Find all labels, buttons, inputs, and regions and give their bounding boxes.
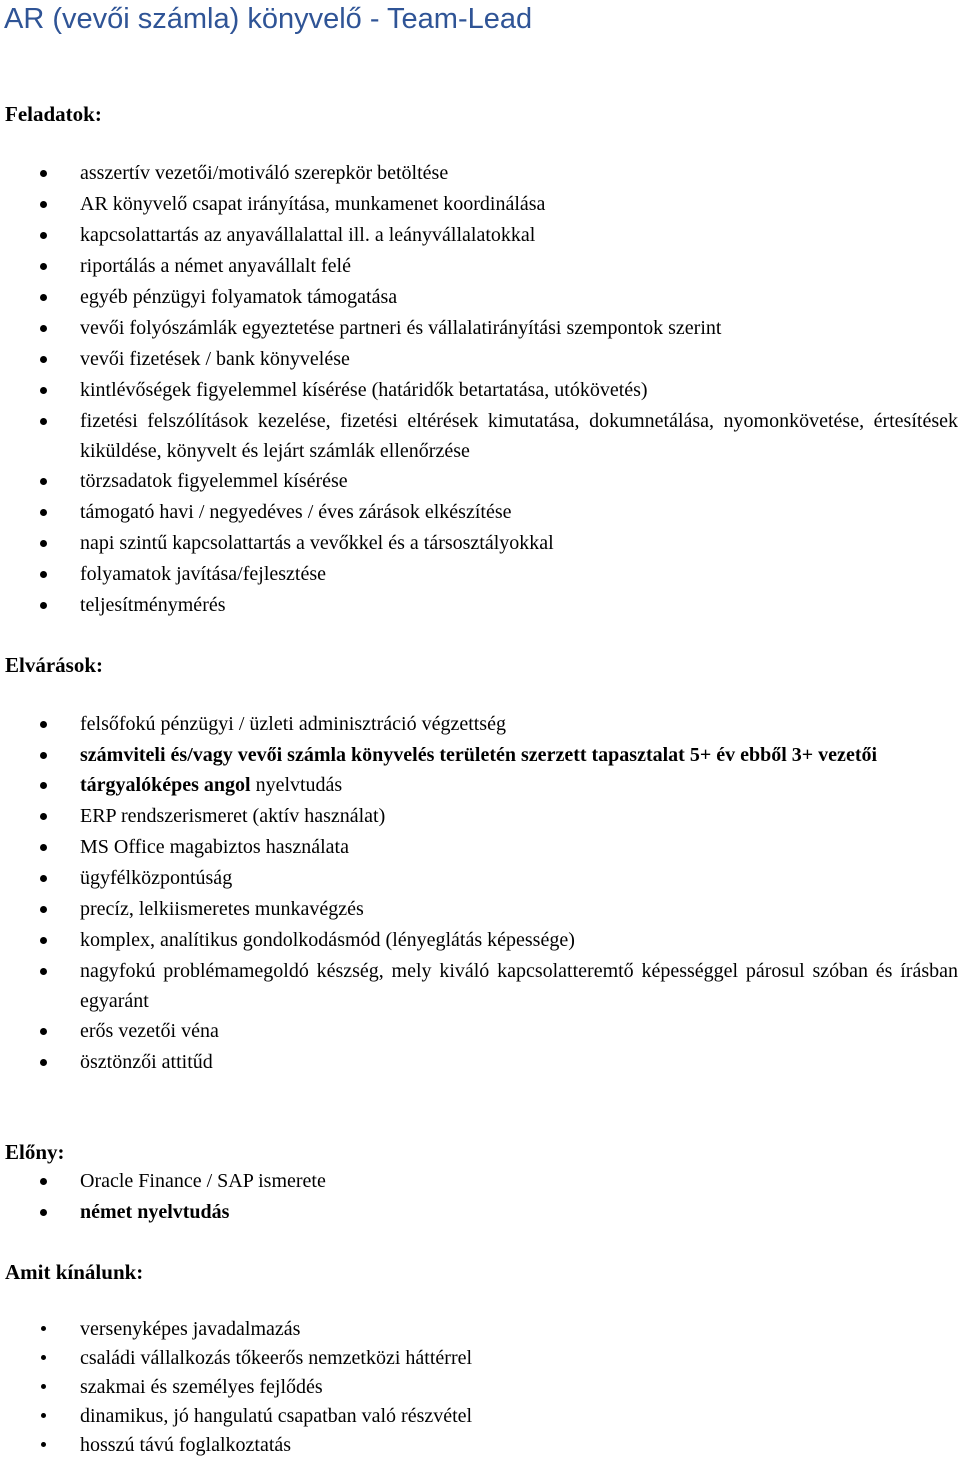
bullet-icon [40, 602, 47, 609]
list-item: AR könyvelő csapat irányítása, munkamenet koordinálása [0, 189, 960, 220]
bullet-icon [41, 1355, 46, 1360]
feladatok-list [0, 158, 960, 621]
bullet-icon [40, 752, 47, 759]
list-item: nagyfokú problémamegoldó készség, mely kiváló kapcsolatteremtő képességgel párosul szóban és írásban egyaránt [0, 956, 960, 1016]
bullet-icon [41, 1413, 46, 1418]
bullet-icon [40, 937, 47, 944]
bullet-icon [41, 1384, 46, 1389]
list-item: kintlévőségek figyelemmel kísérése (határidők betartatása, utókövetés) [0, 375, 960, 406]
list-item: ERP rendszerismeret (aktív használat) [0, 801, 960, 832]
bullet-icon [40, 1028, 47, 1035]
list-item: erős vezetői véna [0, 1016, 960, 1047]
list-item: felsőfokú pénzügyi / üzleti adminisztráció végzettség [0, 709, 960, 740]
bullet-icon [40, 721, 47, 728]
bullet-icon [40, 1178, 47, 1185]
bullet-icon [40, 968, 47, 975]
list-item: napi szintű kapcsolattartás a vevőkkel és a társosztályokkal [0, 528, 960, 559]
bullet-icon [40, 356, 47, 363]
bullet-icon [41, 1442, 46, 1447]
bullet-icon [40, 294, 47, 301]
kinalunk-list [0, 1315, 960, 1460]
section-heading-kinalunk: Amit kínálunk: [5, 1260, 144, 1284]
bullet-icon [40, 875, 47, 882]
list-item: MS Office magabiztos használata [0, 832, 960, 863]
list-item: Oracle Finance / SAP ismerete [0, 1166, 960, 1197]
list-item: tárgyalóképes angol nyelvtudás [0, 770, 960, 801]
list-item: komplex, analítikus gondolkodásmód (lényeglátás képessége) [0, 925, 960, 956]
list-item: támogató havi / negyedéves / éves zárások elkészítése [0, 497, 960, 528]
bullet-icon [40, 906, 47, 913]
section-heading-elvarasok: Elvárások: [5, 653, 104, 677]
list-item: kapcsolattartás az anyavállalattal ill. a leányvállalatokkal [0, 220, 960, 251]
bullet-icon [40, 325, 47, 332]
bullet-icon [40, 571, 47, 578]
list-item: hosszú távú foglalkoztatás [0, 1431, 960, 1460]
list-item: ösztönzői attitűd [0, 1047, 960, 1078]
bullet-icon [41, 1326, 46, 1331]
list-item: egyéb pénzügyi folyamatok támogatása [0, 282, 960, 313]
list-item: dinamikus, jó hangulatú csapatban való részvétel [0, 1402, 960, 1431]
list-item: teljesítménymérés [0, 590, 960, 621]
list-item: ügyfélközpontúság [0, 863, 960, 894]
bullet-icon [40, 418, 47, 425]
elony-list [0, 1166, 960, 1228]
list-item: szakmai és személyes fejlődés [0, 1373, 960, 1402]
list-item: fizetési felszólítások kezelése, fizetési eltérések kimutatása, dokumnetálása, nyomonkövetése, értesítések kiküldése, könyvelt és lejárt számlák ellenőrzése [0, 406, 960, 466]
bullet-icon [40, 844, 47, 851]
bullet-icon [40, 170, 47, 177]
list-item: vevői folyószámlák egyeztetése partneri és vállalatirányítási szempontok szerint [0, 313, 960, 344]
list-item: vevői fizetések / bank könyvelése [0, 344, 960, 375]
list-item: precíz, lelkiismeretes munkavégzés [0, 894, 960, 925]
list-item: családi vállalkozás tőkeerős nemzetközi háttérrel [0, 1344, 960, 1373]
bullet-icon [40, 813, 47, 820]
list-item: német nyelvtudás [0, 1197, 960, 1228]
list-item: versenyképes javadalmazás [0, 1315, 960, 1344]
list-item: számviteli és/vagy vevői számla könyvelés területén szerzett tapasztalat 5+ év ebből 3+ vezetői [0, 740, 960, 770]
bullet-icon [40, 263, 47, 270]
elvarasok-list [0, 709, 960, 1078]
bullet-icon [40, 201, 47, 208]
bullet-icon [40, 782, 47, 789]
list-item: riportálás a német anyavállalt felé [0, 251, 960, 282]
title-lead: Team-Lead [387, 3, 533, 35]
list-item: törzsadatok figyelemmel kísérése [0, 466, 960, 497]
section-heading-feladatok: Feladatok: [5, 102, 102, 126]
bullet-icon [40, 1209, 47, 1216]
section-heading-elony: Előny: [5, 1140, 65, 1164]
bullet-icon [40, 1059, 47, 1066]
list-item: asszertív vezetői/motiváló szerepkör betöltése [0, 158, 960, 189]
bullet-icon [40, 509, 47, 516]
bullet-icon [40, 478, 47, 485]
page-title [4, 0, 532, 38]
title-main: AR (vevői számla) könyvelő - [4, 3, 388, 35]
list-item: folyamatok javítása/fejlesztése [0, 559, 960, 590]
bullet-icon [40, 540, 47, 547]
bullet-icon [40, 232, 47, 239]
bullet-icon [40, 387, 47, 394]
